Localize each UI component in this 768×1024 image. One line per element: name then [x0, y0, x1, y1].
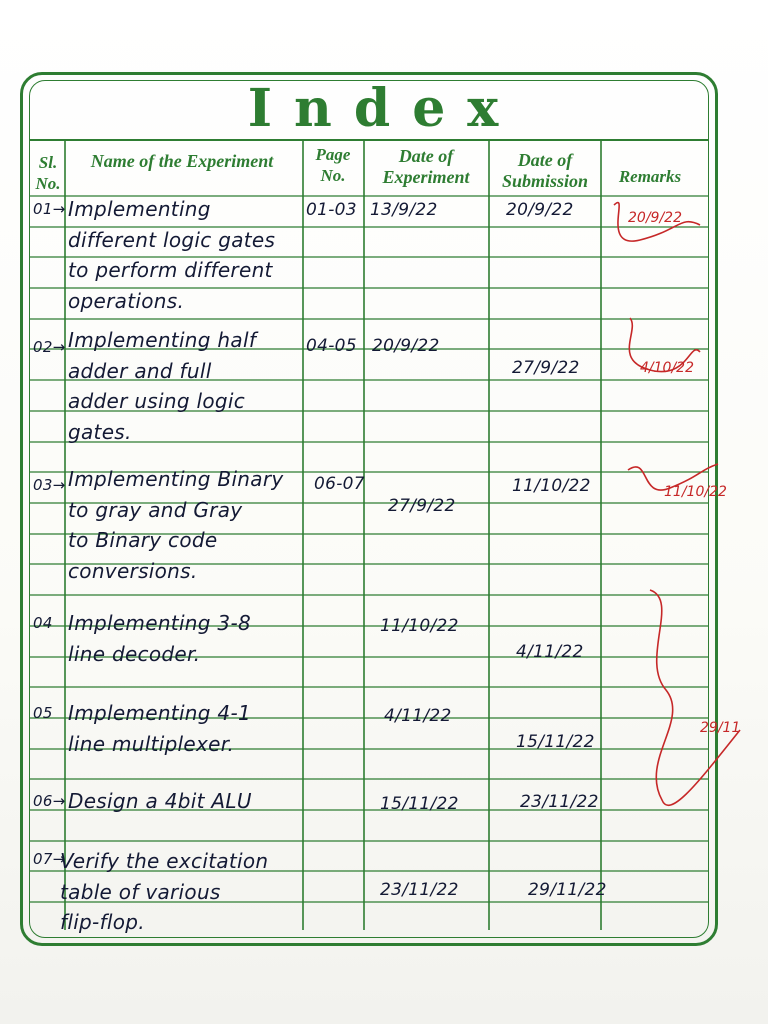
row-6-date-submission: 23/11/22 — [520, 792, 599, 812]
row-6-name-line-1: Design a 4bit ALU — [68, 789, 252, 813]
row-4-name-line-1: Implementing 3-8 — [68, 611, 251, 635]
row-7-date-experiment: 23/11/22 — [380, 880, 459, 900]
row-3-remark-signature: 11/10/22 — [664, 484, 727, 500]
row-1-page-no: 01-03 — [306, 200, 357, 220]
row-2-sl-no: 02→ — [33, 338, 66, 356]
row-1-name-line-3: to perform different — [68, 258, 273, 283]
row-3-name-line-2: to gray and Gray — [68, 497, 243, 522]
row-7-name-line-3: flip-flop. — [60, 910, 145, 935]
row-3-page-no: 06-07 — [314, 474, 365, 494]
row-2-date-submission: 27/9/22 — [512, 358, 580, 378]
row-1-date-submission: 20/9/22 — [506, 200, 574, 220]
row-2-name-line-4: gates. — [68, 420, 132, 445]
row-3-date-experiment: 27/9/22 — [388, 496, 456, 516]
header-sl-no: Sl. No. — [35, 153, 61, 193]
row-7-name-line-2: table of various — [60, 879, 221, 904]
row-2-remark-signature: 4/10/22 — [640, 360, 694, 376]
row-4-date-submission: 4/11/22 — [516, 642, 584, 662]
row-2-date-experiment: 20/9/22 — [372, 336, 440, 356]
row-1-date-experiment: 13/9/22 — [370, 200, 438, 220]
row-5-name-line-1: Implementing 4-1 — [68, 701, 251, 725]
row-3-name-line-3: to Binary code — [68, 528, 218, 553]
row-7-sl-no: 07→ — [33, 850, 66, 868]
row-6-sl-no: 06→ — [33, 792, 66, 810]
header-date-of-submission: Date of Submission — [501, 150, 589, 191]
header-page-no: Page No. — [315, 145, 351, 185]
row-5-remark-signature: 29/11 — [700, 720, 741, 736]
row-2-name-line-1: Implementing half — [68, 328, 257, 352]
row-1-sl-no: 01→ — [33, 200, 66, 218]
row-1-name-line-4: operations. — [68, 289, 185, 314]
row-2-name-line-2: adder and full — [68, 358, 212, 383]
header-name-of-experiment: Name of the Experiment — [90, 151, 274, 171]
row-4-name-line-2: line decoder. — [68, 641, 201, 666]
row-2-name-line-3: adder using logic — [68, 389, 246, 414]
row-5-date-experiment: 4/11/22 — [384, 706, 452, 726]
row-7-name-line-1: Verify the excitation — [60, 849, 269, 873]
row-6-date-experiment: 15/11/22 — [380, 794, 459, 814]
row-4-sl-no: 04 — [33, 614, 53, 632]
row-2-page-no: 04-05 — [306, 336, 357, 356]
row-5-name-line-2: line multiplexer. — [68, 731, 235, 756]
row-7-date-submission: 29/11/22 — [528, 880, 607, 900]
row-3-date-submission: 11/10/22 — [512, 476, 591, 496]
row-4-date-experiment: 11/10/22 — [380, 616, 459, 636]
header-remarks: Remarks — [618, 167, 682, 186]
row-3-name-line-1: Implementing Binary — [68, 467, 284, 491]
row-3-name-line-4: conversions. — [68, 559, 198, 584]
page-title: Index — [247, 78, 521, 139]
row-3-sl-no: 03→ — [33, 476, 66, 494]
header-date-of-experiment: Date of Experiment — [382, 146, 470, 187]
row-1-name-line-2: different logic gates — [68, 227, 276, 252]
row-5-date-submission: 15/11/22 — [516, 732, 595, 752]
row-1-name-line-1: Implementing — [68, 197, 211, 221]
row-5-sl-no: 05 — [33, 704, 53, 722]
row-1-remark-signature: 20/9/22 — [628, 210, 682, 226]
